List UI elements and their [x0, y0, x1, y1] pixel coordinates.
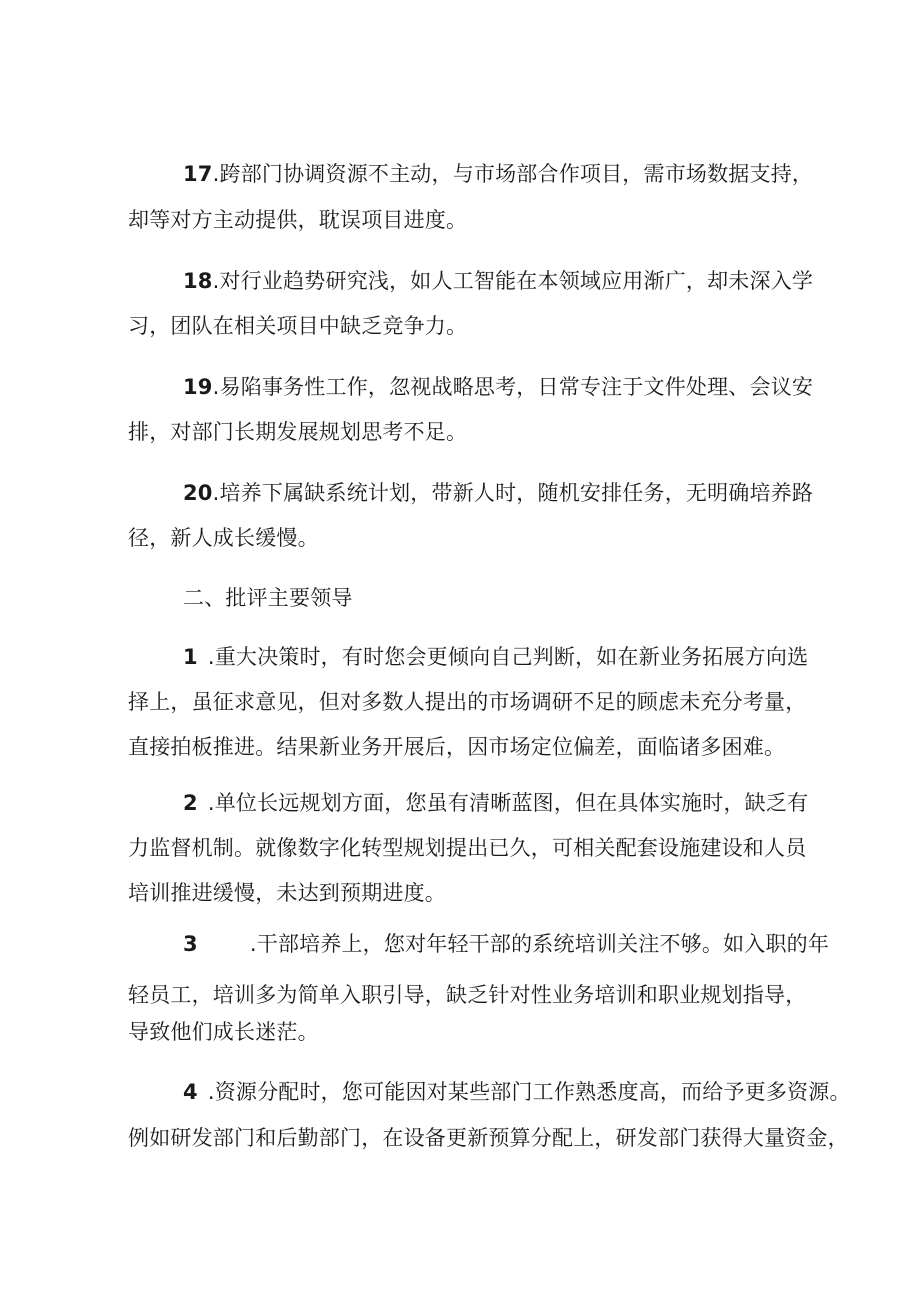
item-text: .易陷事务性工作，忽视战略思考，日常专注于文件处理、会议安	[212, 375, 814, 399]
leader-item-2-line-1	[183, 789, 808, 817]
item-18-line-2: 习，团队在相关项目中缺乏竞争力。	[128, 314, 468, 338]
leader-item-1-line-3: 直接拍板推进。结果新业务开展后，因市场定位偏差，面临诸多困难。	[128, 735, 786, 759]
leader-item-4-line-1	[183, 1078, 851, 1106]
item-number: 3	[183, 932, 198, 956]
item-number: 2	[183, 791, 198, 815]
item-text: .资源分配时，您可能因对某些部门工作熟悉度高，而给予更多资源。	[207, 1080, 851, 1104]
item-18-line-1	[183, 267, 813, 295]
item-number: 17	[183, 162, 213, 186]
item-text: .对行业趋势研究浅，如人工智能在本领域应用渐广，却未深入学	[212, 269, 814, 293]
leader-item-2-line-3: 培训推进缓慢，未达到预期进度。	[128, 881, 446, 905]
item-text: .干部培养上，您对年轻干部的系统培训关注不够。如入职的年	[249, 932, 830, 956]
item-number: 1	[183, 645, 198, 669]
leader-item-1-line-2: 择上，虽征求意见，但对多数人提出的市场调研不足的顾虑未充分考量，	[128, 690, 807, 714]
item-text: .跨部门协调资源不主动，与市场部合作项目，需市场数据支持，	[212, 162, 814, 186]
item-text: .重大决策时，有时您会更倾向自己判断，如在新业务拓展方向选	[207, 645, 809, 669]
leader-item-1-line-1	[183, 643, 808, 671]
leader-item-4-line-2: 例如研发部门和后勤部门，在设备更新预算分配上，研发部门获得大量资金，	[128, 1126, 849, 1150]
leader-item-3-line-3: 导致他们成长迷茫。	[128, 1020, 319, 1044]
leader-item-3-line-1	[183, 930, 829, 958]
item-text: .单位长远规划方面，您虽有清晰蓝图，但在具体实施时，缺乏有	[207, 791, 809, 815]
item-number: 19	[183, 375, 213, 399]
item-number: 4	[183, 1080, 198, 1104]
item-19-line-1	[183, 373, 813, 401]
item-20-line-1	[183, 479, 813, 507]
item-number: 20	[183, 481, 213, 505]
item-17-line-1	[183, 160, 813, 188]
leader-item-2-line-2: 力监督机制。就像数字化转型规划提出已久，可相关配套设施建设和人员	[128, 836, 807, 860]
item-19-line-2: 排，对部门长期发展规划思考不足。	[128, 420, 468, 444]
section-heading: 二、批评主要领导	[183, 586, 353, 610]
leader-item-3-line-2: 轻员工，培训多为简单入职引导，缺乏针对性业务培训和职业规划指导，	[128, 983, 807, 1007]
item-17-line-2: 却等对方主动提供，耽误项目进度。	[128, 208, 468, 232]
item-text: .培养下属缺系统计划，带新人时，随机安排任务，无明确培养路	[212, 481, 814, 505]
item-20-line-2: 径，新人成长缓慢。	[128, 526, 319, 550]
item-number: 18	[183, 269, 213, 293]
